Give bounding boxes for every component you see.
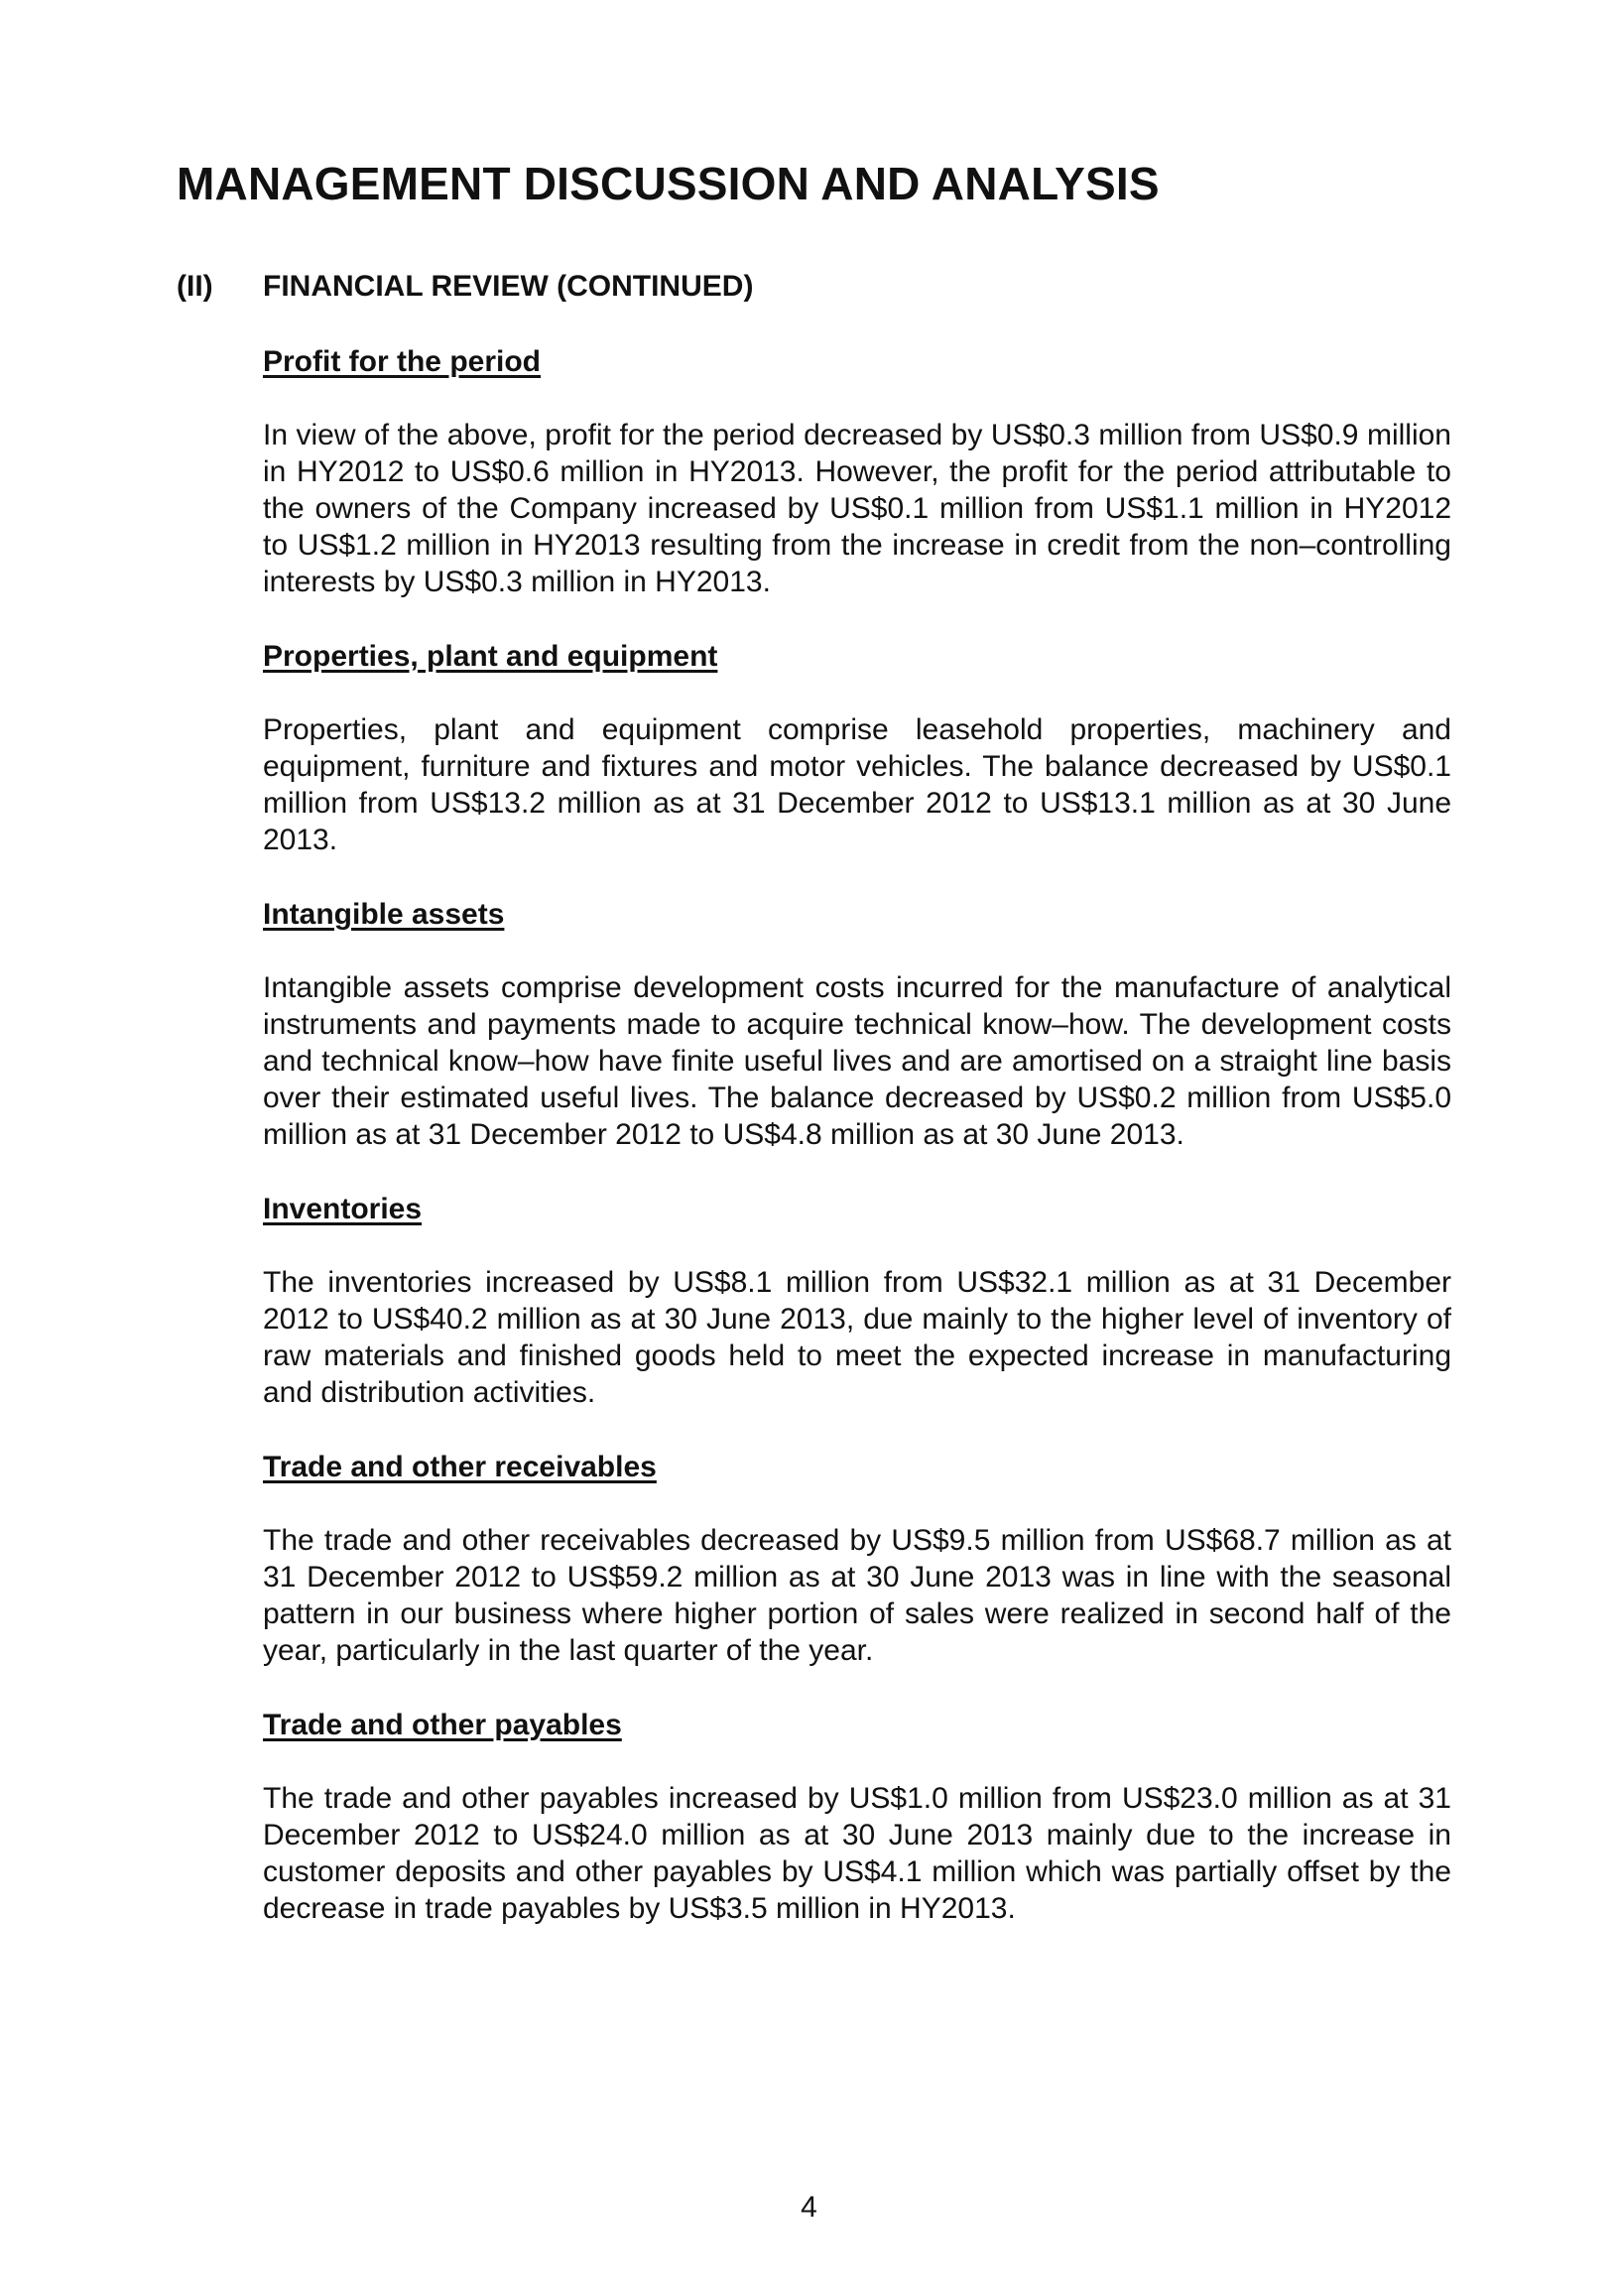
paragraph-trade-other-receivables: The trade and other receivables decreased by US$9.5 million from US$68.7 million as at 31 December 2012 to US$59.2 million as at 30 June 2013 was in line with the seasonal pattern in our business where higher portion of sales were realized in second half of the year, particularly in the last quarter of the year.: [263, 1524, 1451, 1667]
paragraph-profit-for-the-period: In view of the above, profit for the period decreased by US$0.3 million from US$0.9 million in HY2012 to US$0.6 million in HY2013. However, the profit for the period attributable to the owners of the Company increased by US$0.1 million from US$1.1 million in HY2012 to US$1.2 million in HY2013 resulting from the increase in credit from the non–controlling interests by US$0.3 million in HY2013.: [263, 419, 1451, 598]
subheading-properties-plant-equipment: Properties, plant and equipment: [263, 640, 718, 673]
subheading-trade-other-receivables: Trade and other receivables: [263, 1451, 657, 1483]
page-title: MANAGEMENT DISCUSSION AND ANALYSIS: [177, 158, 1160, 209]
paragraph-intangible-assets: Intangible assets comprise development costs incurred for the manufacture of analytical instruments and payments made to acquire technical know–how. The development costs and technical know–how have finite useful lives and are amortised on a straight line basis over their estimated useful lives. The balance decreased by US$0.2 million from US$5.0 million as at 31 December 2012 to US$4.8 million as at 30 June 2013.: [263, 971, 1451, 1151]
section-body: [263, 343, 1451, 1965]
paragraph-inventories: The inventories increased by US$8.1 million from US$32.1 million as at 31 December 2012 to US$40.2 million as at 30 June 2013, due mainly to the higher level of inventory of raw materials and finished goods held to meet the expected increase in manufacturing and distribution activities.: [263, 1266, 1451, 1409]
subheading-inventories: Inventories: [263, 1193, 423, 1225]
page-number: 4: [801, 2191, 817, 2224]
section-title: FINANCIAL REVIEW (CONTINUED): [263, 270, 754, 303]
subheading-profit-for-the-period: Profit for the period: [263, 345, 541, 378]
paragraph-trade-other-payables: The trade and other payables increased by US$1.0 million from US$23.0 million as at 31 December 2012 to US$24.0 million as at 30 June 2013 mainly due to the increase in customer deposits and other payables by US$4.1 million which was partially offset by the decrease in trade payables by US$3.5 million in HY2013.: [263, 1782, 1451, 1925]
subheading-trade-other-payables: Trade and other payables: [263, 1709, 622, 1741]
paragraph-properties-plant-equipment: Properties, plant and equipment comprise leasehold properties, machinery and equipment, furniture and fixtures and motor vehicles. The balance decreased by US$0.1 million from US$13.2 million as at 31 December 2012 to US$13.1 million as at 30 June 2013.: [263, 713, 1451, 856]
section-number: (II): [177, 270, 213, 303]
section-heading: [177, 270, 753, 304]
subheading-intangible-assets: Intangible assets: [263, 898, 505, 931]
